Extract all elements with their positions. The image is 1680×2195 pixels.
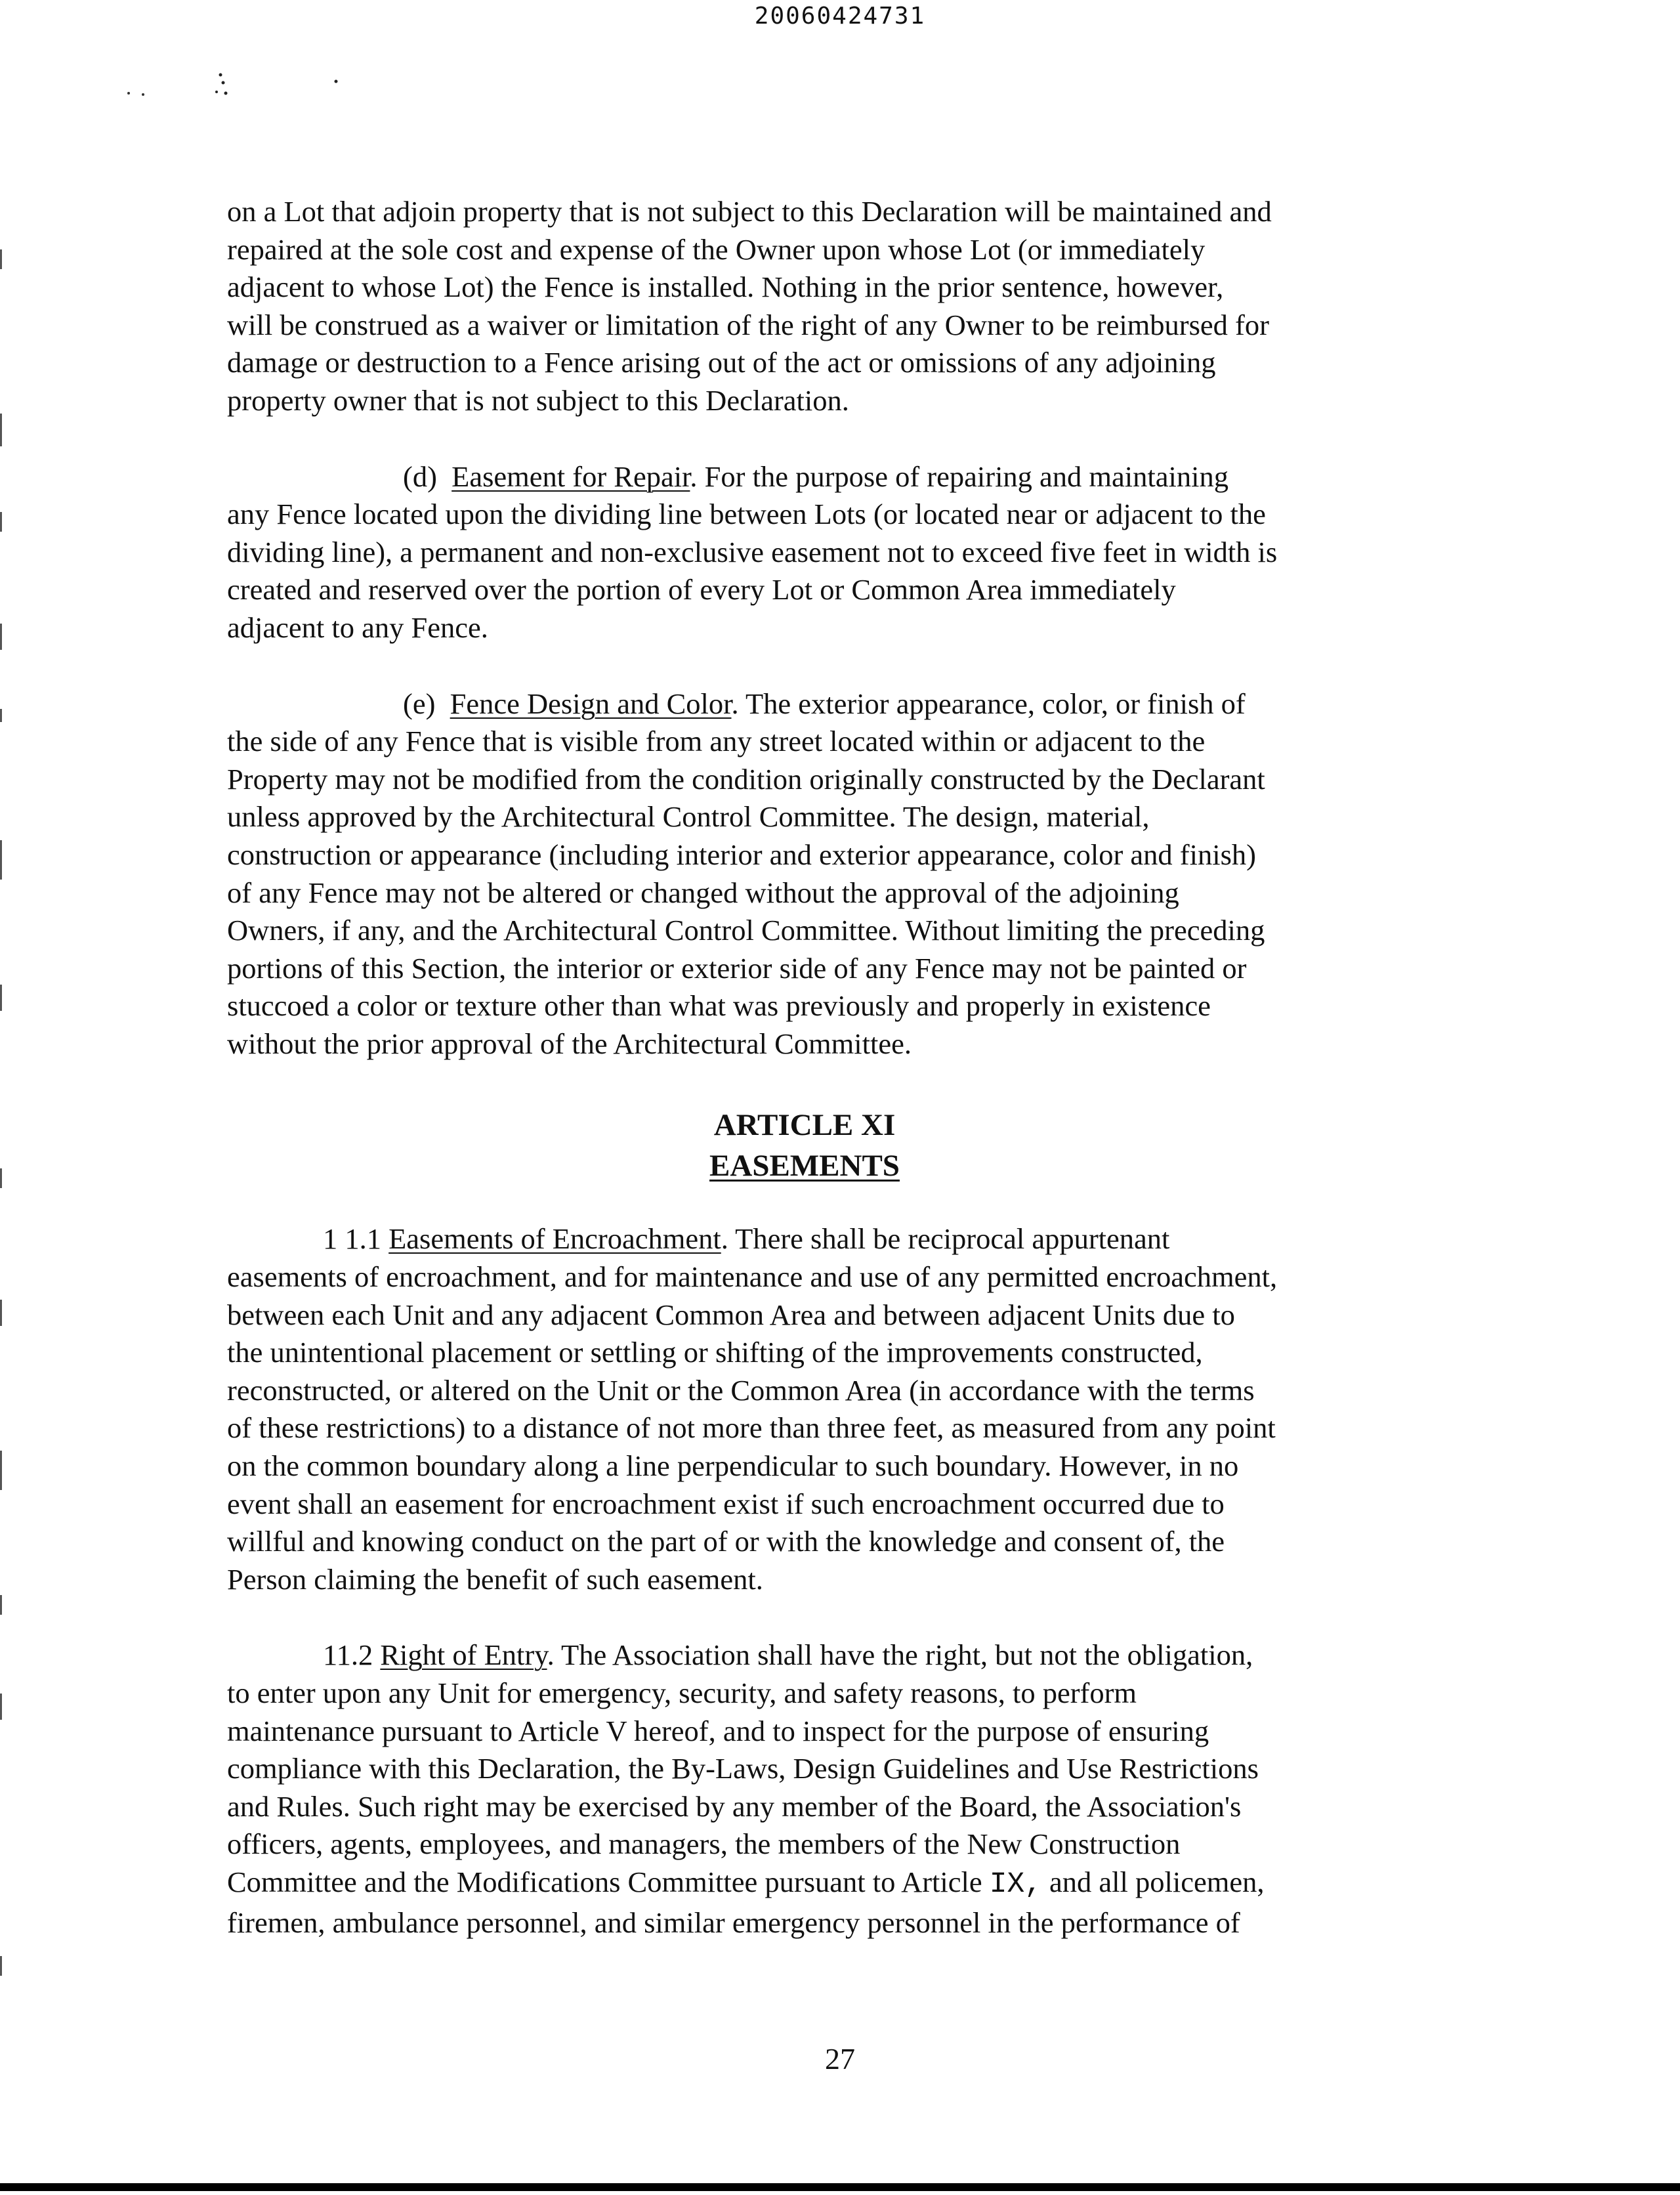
bottom-rule [0, 2183, 1680, 2191]
scan-specks [125, 66, 348, 105]
text-line: Owners, if any, and the Architectural Control Committee. Without limiting the preceding [227, 914, 1265, 947]
text-line: unless approved by the Architectural Control Committee. The design, material, [227, 800, 1150, 834]
paragraph-title: Easement for Repair [452, 459, 690, 493]
continuation-paragraph [227, 193, 1421, 420]
text-line: and Rules. Such right may be exercised by any member of the Board, the Association's [227, 1789, 1242, 1823]
paragraph-first-line [227, 685, 1421, 723]
section-title: Easements of Encroachment [388, 1222, 721, 1256]
paragraph-text: . The exterior appearance, color, or finish of [731, 687, 1246, 720]
section-number: 11.2 [323, 1638, 373, 1672]
text-line: Property may not be modified from the condition originally constructed by the Declarant [227, 762, 1265, 796]
text-line: of these restrictions) to a distance of not more than three feet, as measured from any point [227, 1411, 1276, 1445]
text-line: the unintentional placement or settling or shifting of the improvements constructed, [227, 1336, 1203, 1369]
text-line: portions of this Section, the interior or exterior side of any Fence may not be painted or [227, 951, 1247, 985]
text-line [227, 1864, 1421, 1904]
page-number: 27 [825, 2042, 855, 2076]
text-line: Person claiming the benefit of such easement. [227, 1562, 763, 1596]
text-segment: and all policemen, [1041, 1865, 1265, 1898]
text-line: will be construed as a waiver or limitation of the right of any Owner to be reimbursed for [227, 308, 1269, 341]
article-number: ARTICLE XI [713, 1108, 896, 1143]
text-line: any Fence located upon the dividing line between Lots (or located near or adjacent to the [227, 498, 1266, 531]
text-line: without the prior approval of the Architectural Committee. [227, 1027, 912, 1060]
text-line: dividing line), a permanent and non-exclusive easement not to exceed five feet in width is [227, 535, 1278, 568]
text-line: between each Unit and any adjacent Common Area and between adjacent Units due to [227, 1298, 1235, 1331]
section-first-line [227, 1636, 1421, 1674]
text-line: property owner that is not subject to this Declaration. [227, 383, 849, 417]
paragraph-fence-design-and-color [227, 685, 1421, 1063]
text-line: of any Fence may not be altered or changed without the approval of the adjoining [227, 876, 1179, 909]
text-line: officers, agents, employees, and managers, the members of the New Construction [227, 1827, 1181, 1861]
paragraph-first-line [227, 458, 1421, 496]
text-line: reconstructed, or altered on the Unit or the Common Area (in accordance with the terms [227, 1373, 1255, 1407]
text-line: easements of encroachment, and for maintenance and use of any permitted encroachment, [227, 1260, 1278, 1294]
text-line: willful and knowing conduct on the part of or with the knowledge and consent of, the [227, 1525, 1225, 1558]
section-first-line [227, 1220, 1421, 1258]
text-line: created and reserved over the portion of every Lot or Common Area immediately [227, 573, 1176, 607]
text-line: damage or destruction to a Fence arising out of the act or omissions of any adjoining [227, 346, 1216, 379]
text-line: the side of any Fence that is visible from any street located within or adjacent to the [227, 725, 1206, 758]
paragraph-text: . For the purpose of repairing and maintaining [690, 459, 1228, 493]
document-number: 20060424731 [754, 3, 926, 30]
section-11-2 [227, 1636, 1421, 1942]
page-body [227, 193, 1421, 1942]
text-line: maintenance pursuant to Article V hereof, and to inspect for the purpose of ensuring [227, 1714, 1209, 1747]
section-11-1 [227, 1220, 1421, 1598]
paragraph-marker: (e) [403, 687, 436, 720]
article-reference: IX, [989, 1867, 1042, 1901]
section-text: . The Association shall have the right, but not the obligation, [547, 1638, 1253, 1672]
paragraph-easement-for-repair [227, 458, 1421, 647]
section-title: Right of Entry [380, 1638, 547, 1672]
text-line: adjacent to any Fence. [227, 610, 488, 644]
paragraph-marker: (d) [403, 459, 437, 493]
text-line: adjacent to whose Lot) the Fence is installed. Nothing in the prior sentence, however, [227, 270, 1224, 304]
text-line: construction or appearance (including interior and exterior appearance, color and finish) [227, 838, 1256, 871]
text-line: repaired at the sole cost and expense of the Owner upon whose Lot (or immediately [227, 232, 1206, 266]
text-segment: Committee and the Modifications Committee pursuant to Article [227, 1865, 990, 1898]
article-title: EASEMENTS [709, 1149, 900, 1183]
scan-edge-marks [0, 249, 4, 2087]
text-line: to enter upon any Unit for emergency, security, and safety reasons, to perform [227, 1676, 1137, 1709]
article-heading [188, 1105, 1421, 1186]
text-line: on a Lot that adjoin property that is not subject to this Declaration will be maintained and [227, 195, 1272, 228]
text-line: stuccoed a color or texture other than what was previously and properly in existence [227, 989, 1211, 1023]
text-line: on the common boundary along a line perpendicular to such boundary. However, in no [227, 1449, 1239, 1483]
paragraph-title: Fence Design and Color [450, 687, 732, 720]
text-line: event shall an easement for encroachment exist if such encroachment occurred due to [227, 1487, 1225, 1520]
text-line: compliance with this Declaration, the By-Laws, Design Guidelines and Use Restrictions [227, 1752, 1259, 1785]
section-text: . There shall be reciprocal appurtenant [721, 1222, 1170, 1256]
text-line: firemen, ambulance personnel, and similar emergency personnel in the performance of [227, 1906, 1240, 1939]
section-number: 1 1.1 [323, 1222, 381, 1256]
